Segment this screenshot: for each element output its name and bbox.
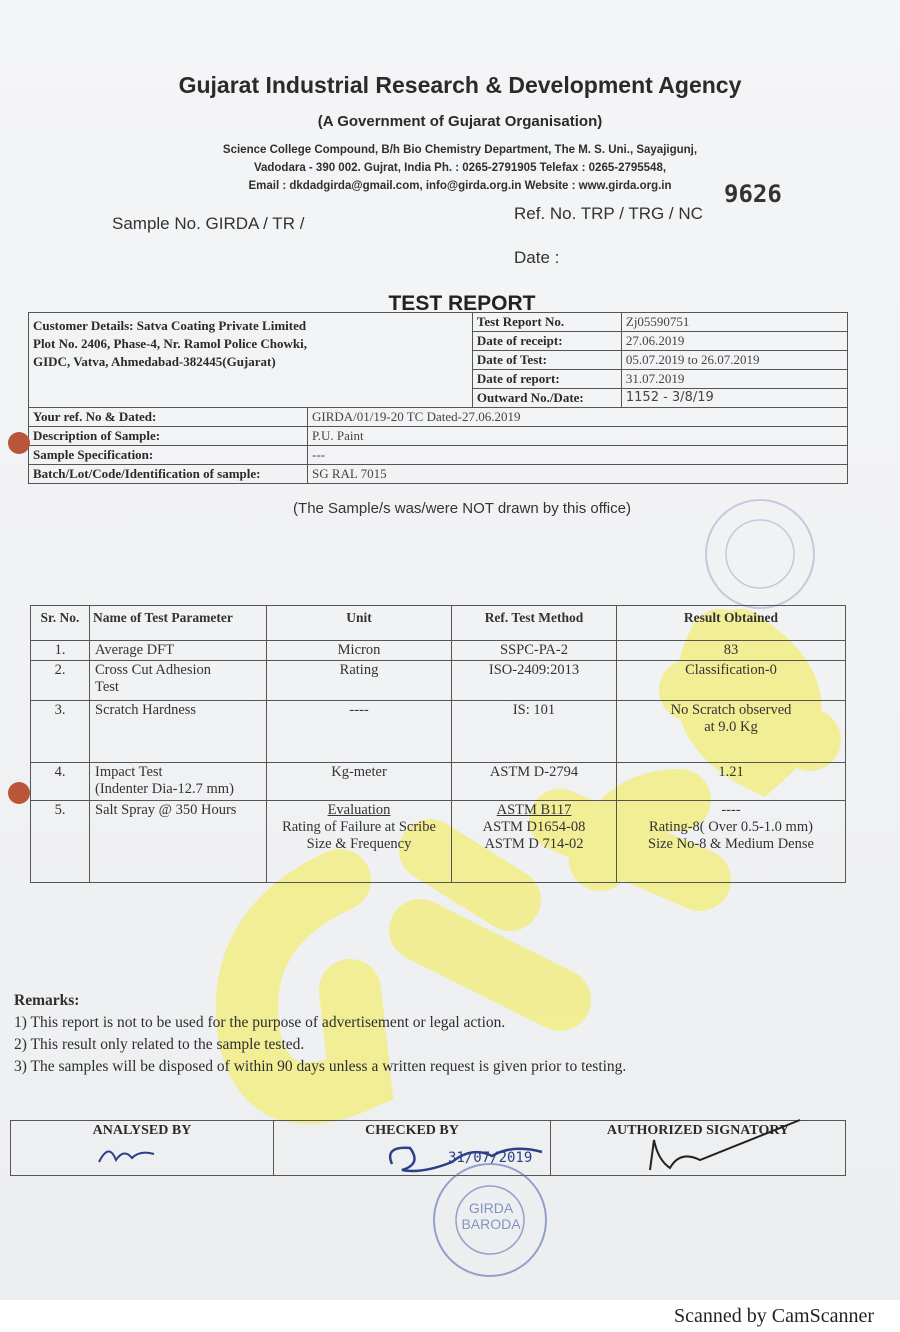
result-line: ----: [721, 802, 741, 818]
seal-text: GIRDA BARODA: [461, 1200, 521, 1232]
result-line: 83: [723, 642, 739, 658]
result-line: 1.21: [718, 764, 744, 780]
cell-sr: 5.: [31, 801, 90, 883]
meta-label: Date of receipt:: [472, 332, 621, 351]
sample-no-label: Sample No. GIRDA / TR /: [112, 214, 305, 233]
analysed-by-label: ANALYSED BY: [92, 1123, 192, 1138]
method-line: ASTM B117: [496, 802, 572, 818]
cell-param: [90, 801, 267, 883]
cell-unit: [267, 641, 452, 661]
method-line: ISO-2409:2013: [488, 662, 580, 678]
sample-row-value: SG RAL 7015: [308, 465, 848, 484]
customer-address-1: Plot No. 2406, Phase-4, Nr. Ramol Police Chowki,: [33, 336, 307, 351]
ref-no-label: Ref. No. TRP / TRG / NC: [514, 204, 703, 223]
meta-label: Date of report:: [472, 370, 621, 389]
result-line: No Scratch observed: [670, 702, 792, 718]
results-table: [30, 605, 846, 883]
sample-row-value: P.U. Paint: [308, 427, 848, 446]
date-label: Date :: [514, 248, 560, 267]
authorized-signature: [640, 1110, 810, 1180]
meta-label: Outward No./Date:: [472, 389, 621, 408]
remark-item: 2) This result only related to the sample tested.: [14, 1036, 305, 1053]
method-line: ASTM D 714-02: [484, 836, 584, 852]
meta-label: Date of Test:: [472, 351, 621, 370]
method-line: SSPC-PA-2: [500, 642, 568, 658]
address-line-3: Email : dkdadgirda@gmail.com, info@girda.org.in Website : www.girda.org.in: [248, 180, 672, 192]
sample-row-label: Sample Specification:: [29, 446, 308, 465]
outward-no-value: 1152 - 3/8/19: [621, 389, 847, 408]
authorized-signatory-label: AUTHORIZED SIGNATORY: [606, 1123, 790, 1138]
sample-row-label: Description of Sample:: [29, 427, 308, 446]
report-title: TEST REPORT: [388, 292, 536, 315]
param-line: Cross Cut Adhesion: [95, 662, 212, 678]
org-subtitle: (A Government of Gujarat Organisation): [317, 113, 603, 130]
unit-line: Rating: [339, 662, 379, 678]
col-header: Result Obtained: [617, 606, 846, 641]
col-header: Sr. No.: [31, 606, 90, 641]
org-name: Gujarat Industrial Research & Development Agency: [178, 72, 742, 98]
table-row: [31, 641, 846, 661]
result-line: at 9.0 Kg: [704, 719, 758, 735]
cell-param: [90, 641, 267, 661]
param-line: Impact Test: [95, 764, 163, 780]
col-header: Name of Test Parameter: [90, 606, 267, 641]
customer-address-2: GIDC, Vatva, Ahmedabad-382445(Gujarat): [33, 354, 276, 369]
cell-result: [617, 661, 846, 701]
customer-name: Customer Details: Satva Coating Private Limited: [33, 318, 307, 333]
cell-sr: 1.: [31, 641, 90, 661]
sample-row-value: ---: [308, 446, 848, 465]
result-line: Classification-0: [685, 662, 777, 678]
param-line: Average DFT: [95, 642, 175, 658]
param-line: Scratch Hardness: [95, 702, 197, 718]
unit-line: Rating of Failure at Scribe: [282, 819, 436, 835]
cell-sr: 4.: [31, 763, 90, 801]
analyst-signature: [94, 1140, 164, 1170]
meta-label: Test Report No.: [472, 313, 621, 332]
meta-value: 27.06.2019: [621, 332, 847, 351]
col-header: Unit: [267, 606, 452, 641]
result-line: Rating-8( Over 0.5-1.0 mm): [649, 819, 813, 835]
checked-date: 31/07/2019: [448, 1150, 533, 1166]
ref-no-stamp: 9626: [724, 180, 782, 208]
hole-punch: [8, 432, 30, 454]
table-row: [31, 801, 846, 883]
meta-value: Zj05590751: [621, 313, 847, 332]
address-line-1: Science College Compound, B/h Bio Chemistry Department, The M. S. Uni., Sayajigunj,: [222, 144, 698, 156]
col-header: Ref. Test Method: [452, 606, 617, 641]
cell-method: [452, 641, 617, 661]
cell-unit: [267, 661, 452, 701]
remark-item: 1) This report is not to be used for the purpose of advertisement or legal action.: [14, 1014, 506, 1031]
cell-method: [452, 661, 617, 701]
method-line: ASTM D-2794: [489, 764, 579, 780]
remarks-section: [14, 992, 626, 1076]
hole-punch: [8, 782, 30, 804]
customer-details: [29, 313, 473, 408]
param-line: (Indenter Dia-12.7 mm): [95, 781, 234, 797]
remark-item: 3) The samples will be disposed of within 90 days unless a written request is given prior to testing.: [14, 1058, 627, 1075]
unit-line: Size & Frequency: [306, 836, 412, 852]
address-line-2: Vadodara - 390 002. Gujrat, India Ph. : 0265-2791905 Telefax : 0265-2795548,: [253, 162, 667, 174]
cell-result: [617, 801, 846, 883]
cell-result: [617, 763, 846, 801]
meta-value: 31.07.2019: [621, 370, 847, 389]
scanned-by-footer: Scanned by CamScanner: [674, 1305, 874, 1327]
cell-method: [452, 801, 617, 883]
cell-sr: 3.: [31, 701, 90, 763]
checked-by-label: CHECKED BY: [365, 1123, 459, 1138]
method-line: IS: 101: [512, 702, 556, 718]
unit-line: ----: [349, 702, 369, 718]
cell-param: [90, 701, 267, 763]
cell-sr: 2.: [31, 661, 90, 701]
unit-line: Evaluation: [327, 802, 391, 818]
param-line: Salt Spray @ 350 Hours: [95, 802, 237, 818]
cell-method: [452, 763, 617, 801]
cell-result: [617, 701, 846, 763]
sample-row-label: Batch/Lot/Code/Identification of sample:: [29, 465, 308, 484]
sample-row-value: GIRDA/01/19-20 TC Dated-27.06.2019: [308, 408, 848, 427]
result-line: Size No-8 & Medium Dense: [648, 836, 814, 852]
cell-result: [617, 641, 846, 661]
meta-value: 05.07.2019 to 26.07.2019: [621, 351, 847, 370]
girda-seal-faint: [700, 494, 820, 614]
table-row: [31, 701, 846, 763]
drawn-note: (The Sample/s was/were NOT drawn by this office): [293, 500, 631, 517]
table-row: [31, 661, 846, 701]
method-line: ASTM D1654-08: [482, 819, 586, 835]
cell-param: [90, 661, 267, 701]
cell-method: [452, 701, 617, 763]
cell-unit: [267, 801, 452, 883]
unit-line: Micron: [337, 642, 381, 658]
unit-line: Kg-meter: [331, 764, 387, 780]
cell-param: [90, 763, 267, 801]
report-details-table: [28, 312, 848, 484]
table-row: [31, 763, 846, 801]
remarks-title: Remarks:: [14, 992, 80, 1009]
sample-row-label: Your ref. No & Dated:: [29, 408, 308, 427]
cell-unit: [267, 701, 452, 763]
param-line: Test: [95, 679, 119, 695]
cell-unit: [267, 763, 452, 801]
